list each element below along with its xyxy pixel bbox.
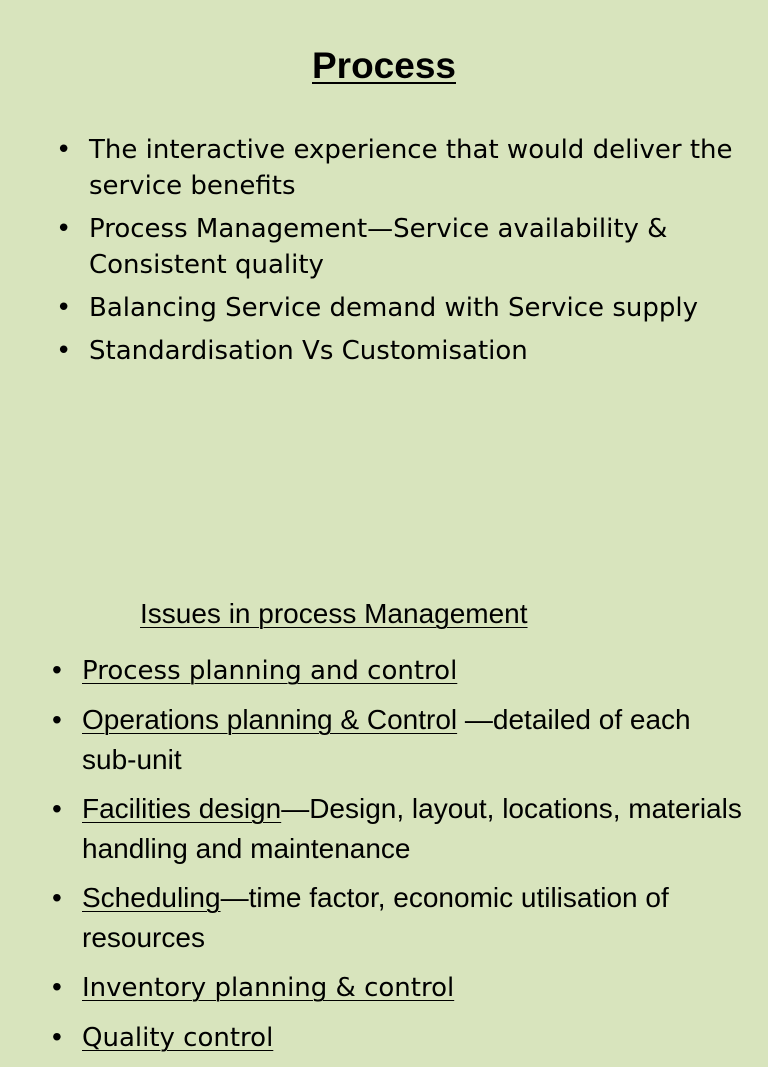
issue-detail: —Design, layout, locations, materials handling and maintenance xyxy=(82,793,742,864)
bullet-icon: • xyxy=(56,214,72,244)
list-item xyxy=(56,132,756,204)
bullet-icon: • xyxy=(52,882,62,913)
bullet-icon: • xyxy=(52,971,62,1002)
issue-term: Facilities design xyxy=(82,793,282,824)
bullet-icon: • xyxy=(52,654,62,685)
issue-term: Operations planning & Control xyxy=(82,704,458,735)
bullet-icon: • xyxy=(52,704,62,735)
issues-heading: Issues in process Management xyxy=(140,598,528,629)
list-item xyxy=(56,290,756,326)
issue-term: Inventory planning & control xyxy=(82,973,455,1003)
list-item xyxy=(52,967,752,1008)
issue-term: Process planning and control xyxy=(82,656,458,686)
bullet-icon: • xyxy=(56,135,72,165)
list-item xyxy=(56,333,756,369)
page-title: Process xyxy=(312,45,456,86)
bullet-icon: • xyxy=(56,336,72,366)
bullet-icon: • xyxy=(56,293,72,323)
process-bullet-list xyxy=(56,132,756,376)
list-item xyxy=(52,1017,752,1058)
list-item-text: The interactive experience that would deliver the service benefits xyxy=(89,135,733,201)
bullet-icon: • xyxy=(52,793,62,824)
list-item xyxy=(52,878,752,958)
list-item xyxy=(56,211,756,283)
list-item xyxy=(52,650,752,691)
issue-term: Scheduling xyxy=(82,882,221,913)
list-item xyxy=(52,700,752,780)
list-item-text: Standardisation Vs Customisation xyxy=(89,336,528,366)
list-item xyxy=(52,789,752,869)
bullet-icon: • xyxy=(52,1021,62,1052)
issue-detail: —detailed of each sub-unit xyxy=(82,704,691,775)
issue-detail: —time factor, economic utilisation of resources xyxy=(82,882,669,953)
list-item-text: Balancing Service demand with Service supply xyxy=(89,293,698,323)
list-item-text: Process Management—Service availability & Consistent quality xyxy=(89,214,668,280)
issue-term: Quality control xyxy=(82,1023,274,1053)
issues-bullet-list xyxy=(52,650,752,1067)
